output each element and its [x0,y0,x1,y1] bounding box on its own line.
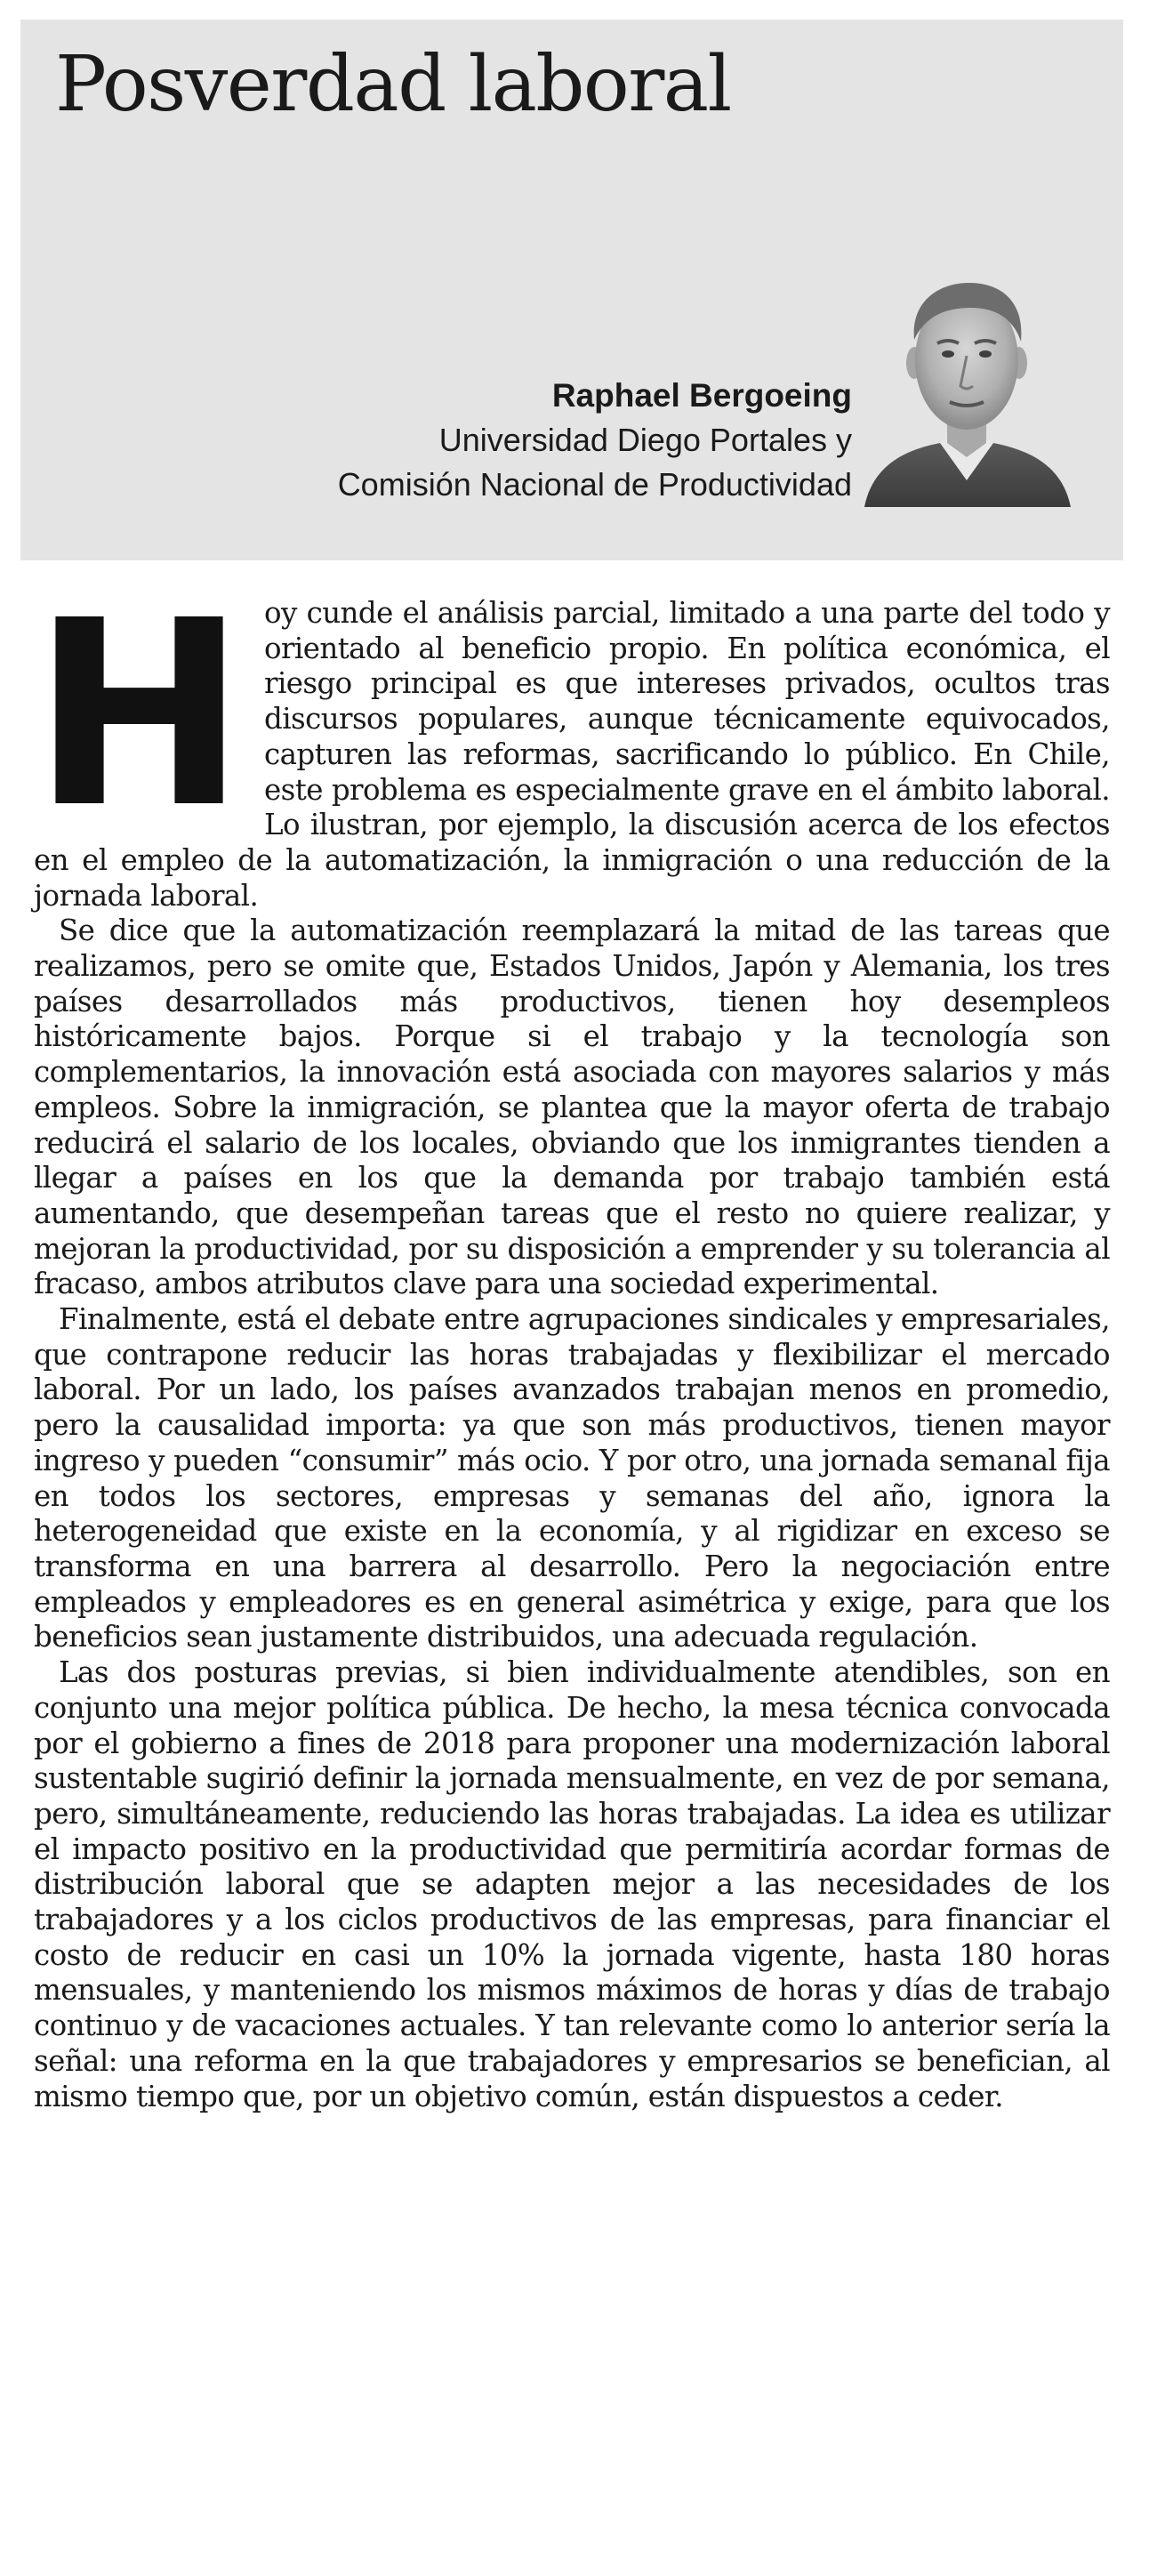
article-paragraph-1 [32,566,1110,914]
author-portrait [856,267,1078,507]
article-paragraph-2: Se dice que la automatización reemplazará la mitad de las tareas que realizamos, pero se omite que, Estados Unidos, Japón y Alemania, los tres países desarrollados más productivos, tienen hoy desempleos históricamente bajos. Porque si el trabajo y la tecnología son complementarios, la innovación está asociada con mayores salarios y más empleos. Sobre la inmigración, se plantea que la mayor oferta de trabajo reducirá el salario de los locales, obviando que los inmigrantes tienden a llegar a países en los que la demanda por trabajo también está aumentando, que desempeñan tareas que el resto no quiere realizar, y mejoran la productividad, por su disposición a emprender y su tolerancia al fracaso, ambos atributos clave para una sociedad experimental. [34,914,1110,1301]
article-paragraph-3: Finalmente, está el debate entre agrupaciones sindicales y empresariales, que contrapone reducir las horas trabajadas y flexibilizar el mercado laboral. Por un lado, los países avanzados trabajan menos en promedio, pero la causalidad importa: ya que son más productivos, tienen mayor ingreso y pueden “consumir” más ocio. Y por otro, una jornada semanal fija en todos los sectores, empresas y semanas del año, ignora la heterogeneidad que existe en la economía, y al rigidizar en exceso se transforma en una barrera al desarrollo. Pero la negociación entre empleados y empleadores es en general asimétrica y exige, para que los beneficios sean justamente distribuidos, una adecuada regulación. [34,1302,1110,1654]
article-paragraph-1-text: oy cunde el análisis parcial, limitado a una parte del todo y orientado al beneficio propio. En política económica, el riesgo principal es que intereses privados, ocultos tras discursos populares, aunque técnicamente equivocados, capturen las reformas, sacrificando lo público. En Chile, este problema es especialmente grave en el ámbito laboral. Lo ilustran, por ejemplo, la discusión acerca de los efectos en el empleo de la automatización, la inmigración o una reducción de la jornada laboral. [34,596,1110,913]
author-affiliation-line2: Comisión Nacional de Productividad [337,466,852,503]
article-body [32,566,1110,2114]
author-name: Raphael Bergoeing [551,377,852,414]
article-paragraph-4: Las dos posturas previas, si bien individualmente atendibles, son en conjunto una mejor política pública. De hecho, la mesa técnica convocada por el gobierno a fines de 2018 para proponer una modernización laboral sustentable sugirió definir la jornada mensualmente, en vez de por semana, pero, simultáneamente, reduciendo las horas trabajadas. La idea es utilizar el impacto positivo en la productividad que permitiría acordar formas de distribución laboral que se adapten mejor a las necesidades de los trabajadores y a los ciclos productivos de las empresas, para financiar el costo de reducir en casi un 10% la jornada vigente, hasta 180 horas mensuales, y manteniendo los mismos máximos de horas y días de trabajo continuo y de vacaciones actuales. Y tan relevante como lo anterior sería la señal: una reforma en la que trabajadores y empresarios se benefician, al mismo tiempo que, por un objetivo común, están dispuestos a ceder. [34,1655,1110,2113]
author-block [338,374,852,507]
author-affiliation-line1: Universidad Diego Portales y [438,422,852,458]
drop-cap: H [32,566,247,864]
article-title: Posverdad laboral [55,40,731,129]
